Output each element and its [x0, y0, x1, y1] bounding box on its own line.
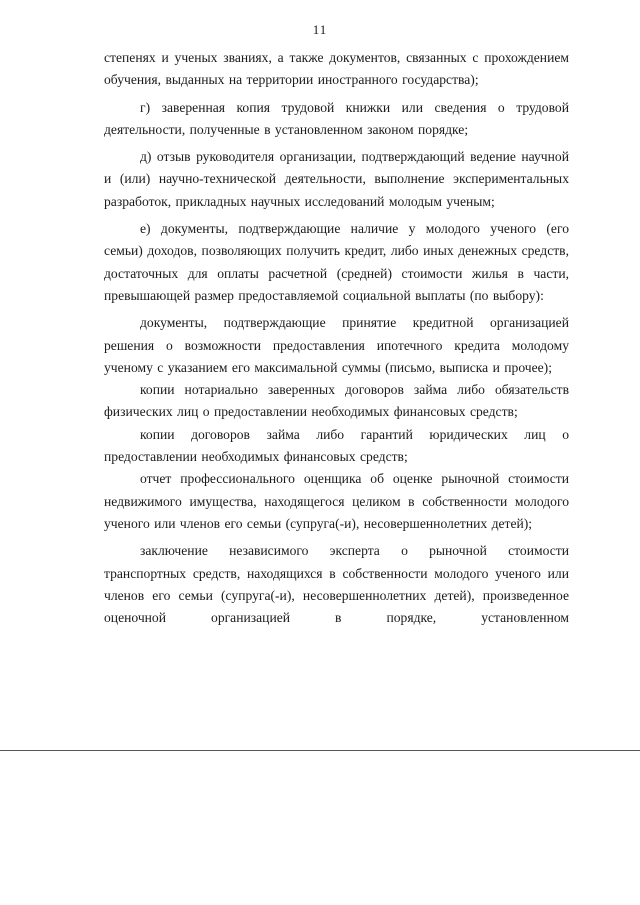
paragraph-item-g: г) заверенная копия трудовой книжки или сведения о трудовой деятельности, полученные в установленном законом порядке;	[104, 99, 569, 137]
document-body	[104, 47, 569, 629]
paragraph-item-d: д) отзыв руководителя организации, подтверждающий ведение научной и (или) научно-технической деятельности, выполнение экспериментальных разработок, прикладных научных исследований молодым ученым;	[104, 149, 569, 209]
paragraph-loan-copies-legal-entities: копии договоров займа либо гарантий юридических лиц о предоставлении необходимых финансовых средств;	[104, 426, 569, 465]
paragraph-loan-copies-individuals: копии нотариально заверенных договоров займа либо обязательств физических лиц о предоставлении необходимых финансовых средств;	[104, 382, 569, 420]
footer-divider	[0, 750, 640, 751]
paragraph-item-e: е) документы, подтверждающие наличие у молодого ученого (его семьи) доходов, позволяющих получить кредит, либо иных денежных средств, достаточных для оплаты расчетной (средней) стоимости жилья в части, превышающей размер предоставляемой социальной выплаты (по выбору):	[104, 221, 569, 303]
paragraph-expert-conclusion: заключение независимого эксперта о рыночной стоимости транспортных средств, находящихся в собственности молодого ученого или членов его семьи (супруга(-и), несовершеннолетних детей), произведенное оценочной организацией в порядке, установленном	[104, 543, 569, 626]
paragraph-appraiser-report: отчет профессионального оценщика об оценке рыночной стоимости недвижимого имущества, находящегося целиком в собственности молодого ученого или членов его семьи (супруга(-и), несовершеннолетних детей);	[104, 471, 569, 531]
paragraph-degrees-continuation: степенях и ученых званиях, а также документов, связанных с прохождением обучения, выданных на территории иностранного государства);	[104, 50, 569, 88]
page-number: 11	[312, 22, 328, 37]
paragraph-credit-decision: документы, подтверждающие принятие кредитной организацией решения о возможности предоставления ипотечного кредита молодому ученому с указанием его максимальной суммы (письмо, выписка и прочее);	[104, 315, 569, 375]
